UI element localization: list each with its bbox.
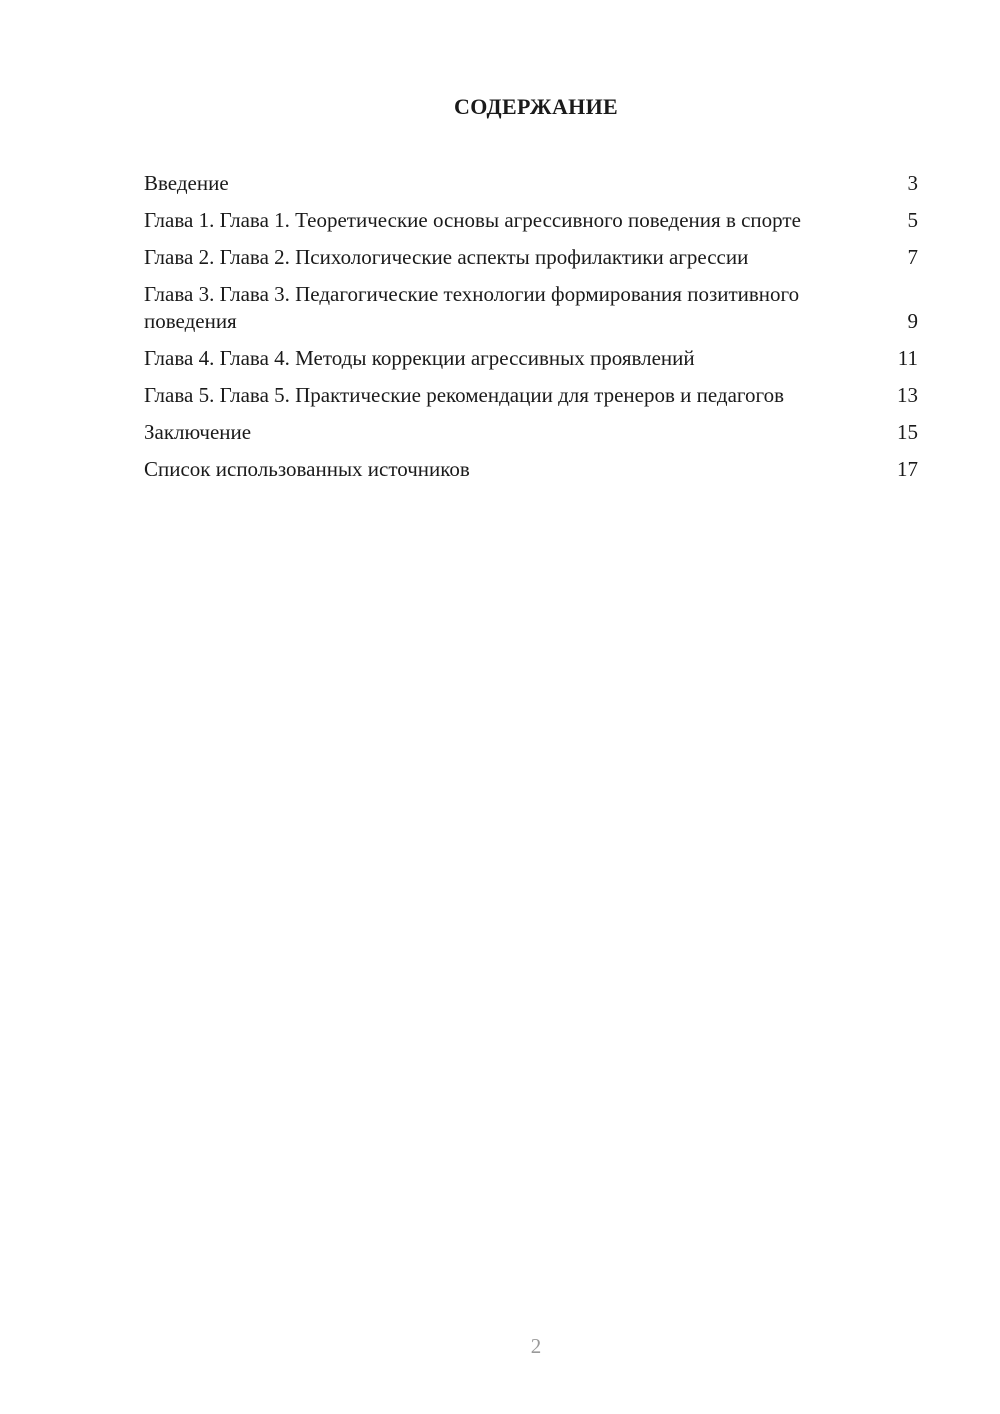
toc-entry-chapter-4[interactable] [144, 345, 918, 372]
toc-entry-conclusion[interactable] [144, 419, 918, 446]
toc-entry-page: 3 [907, 171, 918, 195]
toc-title: СОДЕРЖАНИЕ [454, 94, 618, 119]
toc-entry-label: Глава 3. Глава 3. Педагогические технологии формирования позитивного поведения [144, 282, 800, 333]
toc-entry-chapter-3[interactable] [144, 281, 918, 335]
toc-entry-label: Список использованных источников [144, 457, 470, 481]
toc-entry-page: 5 [907, 208, 918, 232]
toc-entry-introduction[interactable] [144, 170, 918, 197]
toc-entry-references[interactable] [144, 456, 918, 483]
toc-entry-page: 11 [897, 346, 918, 370]
toc-entry-label: Глава 2. Глава 2. Психологические аспекты профилактики агрессии [144, 245, 749, 269]
toc-entry-label: Глава 4. Глава 4. Методы коррекции агрессивных проявлений [144, 346, 695, 370]
toc-entry-chapter-2[interactable] [144, 244, 918, 271]
toc-entry-page: 15 [897, 420, 918, 444]
toc-entry-label: Заключение [144, 420, 252, 444]
toc-entry-label: Введение [144, 171, 229, 195]
toc-entry-page: 7 [907, 245, 918, 269]
table-of-contents [144, 170, 918, 493]
toc-entry-page: 17 [897, 457, 918, 481]
toc-entry-chapter-5[interactable] [144, 382, 918, 409]
toc-entry-label: Глава 1. Глава 1. Теоретические основы агрессивного поведения в спорте [144, 208, 801, 232]
toc-entry-page: 9 [907, 309, 918, 333]
toc-entry-label: Глава 5. Глава 5. Практические рекомендации для тренеров и педагогов [144, 383, 785, 407]
toc-entry-page: 13 [897, 383, 918, 407]
page-number: 2 [530, 1334, 542, 1358]
toc-entry-chapter-1[interactable] [144, 207, 918, 234]
